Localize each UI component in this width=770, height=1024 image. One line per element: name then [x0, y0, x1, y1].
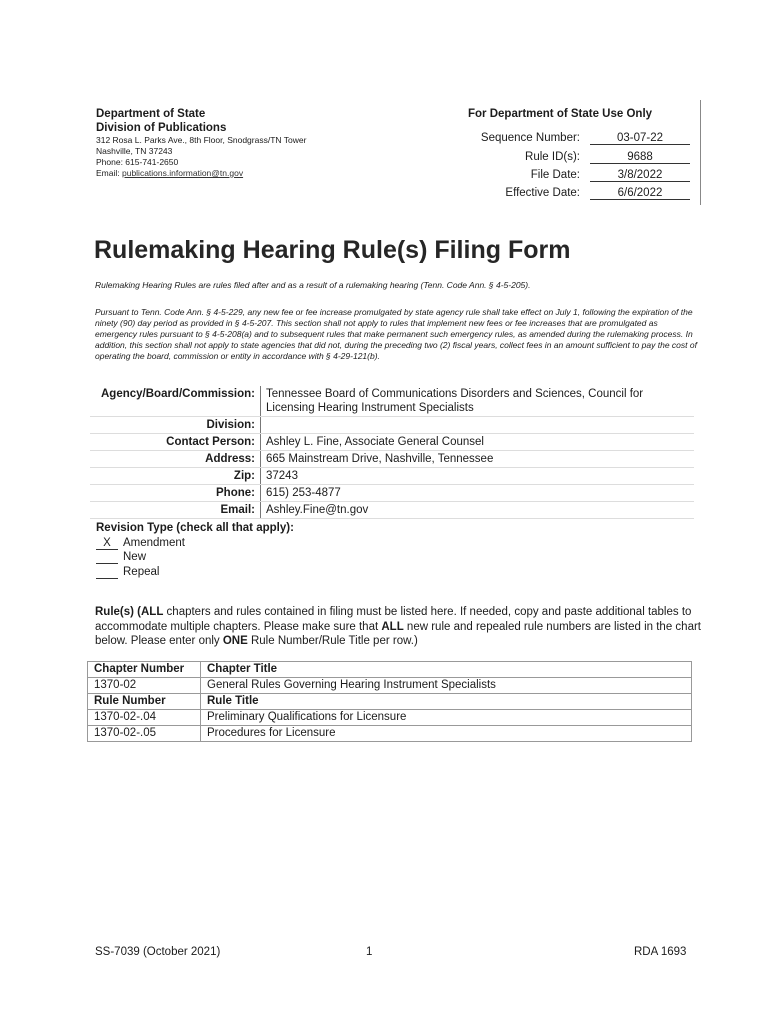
contact-label: Contact Person: [90, 434, 261, 451]
rule-title-header: Rule Title [201, 694, 692, 710]
agency-value: Tennessee Board of Communications Disorders and Sciences, Council for Licensing Hearing Instrument Specialists [261, 386, 695, 417]
chapter-row [88, 678, 692, 694]
revision-type-section [96, 521, 294, 579]
zip-label: Zip: [90, 468, 261, 485]
email-label: Email: [90, 502, 261, 519]
revision-option-label: Repeal [123, 565, 160, 578]
revision-option-label: New [123, 551, 147, 563]
rule-header-row [88, 694, 692, 710]
zip-row [90, 468, 694, 485]
revision-type-heading: Revision Type (check all that apply): [96, 522, 294, 534]
table-row [88, 726, 692, 742]
sequence-number-value: 03-07-22 [590, 132, 690, 145]
rules-text: new rule and repealed rule numbers are listed in the chart below. Please enter only [95, 620, 701, 647]
intro-text: Rulemaking Hearing Rules are rules filed after and as a result of a rulemaking hearing (Tenn. Code Ann. § 4-5-205). [95, 280, 531, 290]
revision-option-repeal [96, 565, 294, 580]
agency-label: Agency/Board/Commission: [90, 386, 261, 417]
all-emphasis: ALL [141, 606, 164, 618]
effective-date-row [450, 185, 690, 203]
rule-id-value: 9688 [590, 151, 690, 164]
phone-label: Phone: [90, 485, 261, 502]
file-date-value: 3/8/2022 [590, 169, 690, 182]
rule-title: Procedures for Licensure [201, 726, 692, 742]
effective-date-label: Effective Date: [505, 187, 580, 199]
address-value: 665 Mainstream Drive, Nashville, Tennessee [261, 451, 695, 468]
address-row [90, 451, 694, 468]
division-row [90, 417, 694, 434]
office-use-heading: For Department of State Use Only [468, 108, 653, 120]
rule-number-header: Rule Number [88, 694, 201, 710]
division-name: Division of Publications [96, 122, 227, 134]
zip-value: 37243 [261, 468, 695, 485]
chapter-title-header: Chapter Title [201, 662, 692, 678]
contact-value: Ashley L. Fine, Associate General Counsel [261, 434, 695, 451]
agency-row [90, 386, 694, 417]
rule-id-label: Rule ID(s): [525, 151, 580, 163]
footer-form-id: SS-7039 (October 2021) [95, 946, 221, 958]
rules-text: chapters and rules contained in filing must be listed here. If needed, copy and paste additional tables to accommodate multiple chapters. Please make sure that [95, 606, 692, 633]
email-value: Ashley.Fine@tn.gov [261, 502, 695, 519]
pursuant-paragraph: Pursuant to Tenn. Code Ann. § 4-5-229, any new fee or fee increase promulgated by state agency rule shall take effect on July 1, following the expiration of the ninety (90) day period as provided in § 4-5-207. This section shall not apply to rules that implement new fees or fee increases that are promulgated as emergency rules pursuant to § 4-5-208(a) and to subsequent rules that make permanent such emergency rules, as amended during the rulemaking process. In addition, this section shall not apply to state agencies that did not, during the preceding two (2) fiscal years, collect fees in an amount sufficient to pay the cost of operating the board, commission or entity in accordance with § 4-29-121(b). [95, 307, 697, 361]
file-date-label: File Date: [530, 169, 580, 181]
effective-date-value: 6/6/2022 [590, 187, 690, 200]
chapter-number-header: Chapter Number [88, 662, 201, 678]
file-date-row [450, 167, 690, 185]
email-label: Email: [96, 168, 122, 178]
chapter-title: General Rules Governing Hearing Instrument Specialists [201, 678, 692, 694]
footer-page-number: 1 [366, 946, 373, 958]
phone-value: 615) 253-4877 [261, 485, 695, 502]
sequence-number-row [450, 130, 690, 148]
department-address: 312 Rosa L. Parks Ave., 8th Floor, Snodgrass/TN Tower [96, 135, 307, 145]
revision-checkmark [96, 565, 118, 579]
revision-option-new [96, 550, 294, 565]
department-phone: Phone: 615-741-2650 [96, 157, 179, 167]
division-label: Division: [90, 417, 261, 434]
contact-row [90, 434, 694, 451]
department-block [96, 107, 426, 179]
department-city: Nashville, TN 37243 [96, 146, 173, 156]
form-title: Rulemaking Hearing Rule(s) Filing Form [94, 236, 571, 264]
footer-rda: RDA 1693 [634, 946, 687, 958]
agency-table [90, 386, 694, 519]
department-email-link[interactable]: publications.information@tn.gov [121, 168, 244, 178]
rule-number: 1370-02-.05 [88, 726, 201, 742]
revision-checkmark [96, 550, 118, 564]
one-emphasis: ONE [222, 635, 248, 647]
rule-number: 1370-02-.04 [88, 710, 201, 726]
department-email-line [96, 168, 426, 179]
chapter-number: 1370-02 [88, 678, 201, 694]
address-label: Address: [90, 451, 261, 468]
rules-instructions [95, 605, 705, 649]
phone-row [90, 485, 694, 502]
revision-option-amendment [96, 536, 294, 551]
chapter-header-row [88, 662, 692, 678]
office-use-box [450, 100, 701, 205]
rules-table [87, 661, 692, 742]
sequence-number-label: Sequence Number: [480, 132, 580, 144]
all-emphasis: ALL [381, 620, 404, 633]
revision-checkmark: X [96, 536, 118, 550]
rule-id-row [450, 149, 690, 167]
rule-title: Preliminary Qualifications for Licensure [201, 710, 692, 726]
department-name: Department of State [96, 108, 206, 120]
rules-prefix: Rule(s) ( [95, 606, 141, 618]
rules-text: Rule Number/Rule Title per row.) [247, 635, 418, 647]
email-row [90, 502, 694, 519]
division-value [261, 417, 695, 434]
revision-option-label: Amendment [123, 536, 186, 549]
table-row [88, 710, 692, 726]
